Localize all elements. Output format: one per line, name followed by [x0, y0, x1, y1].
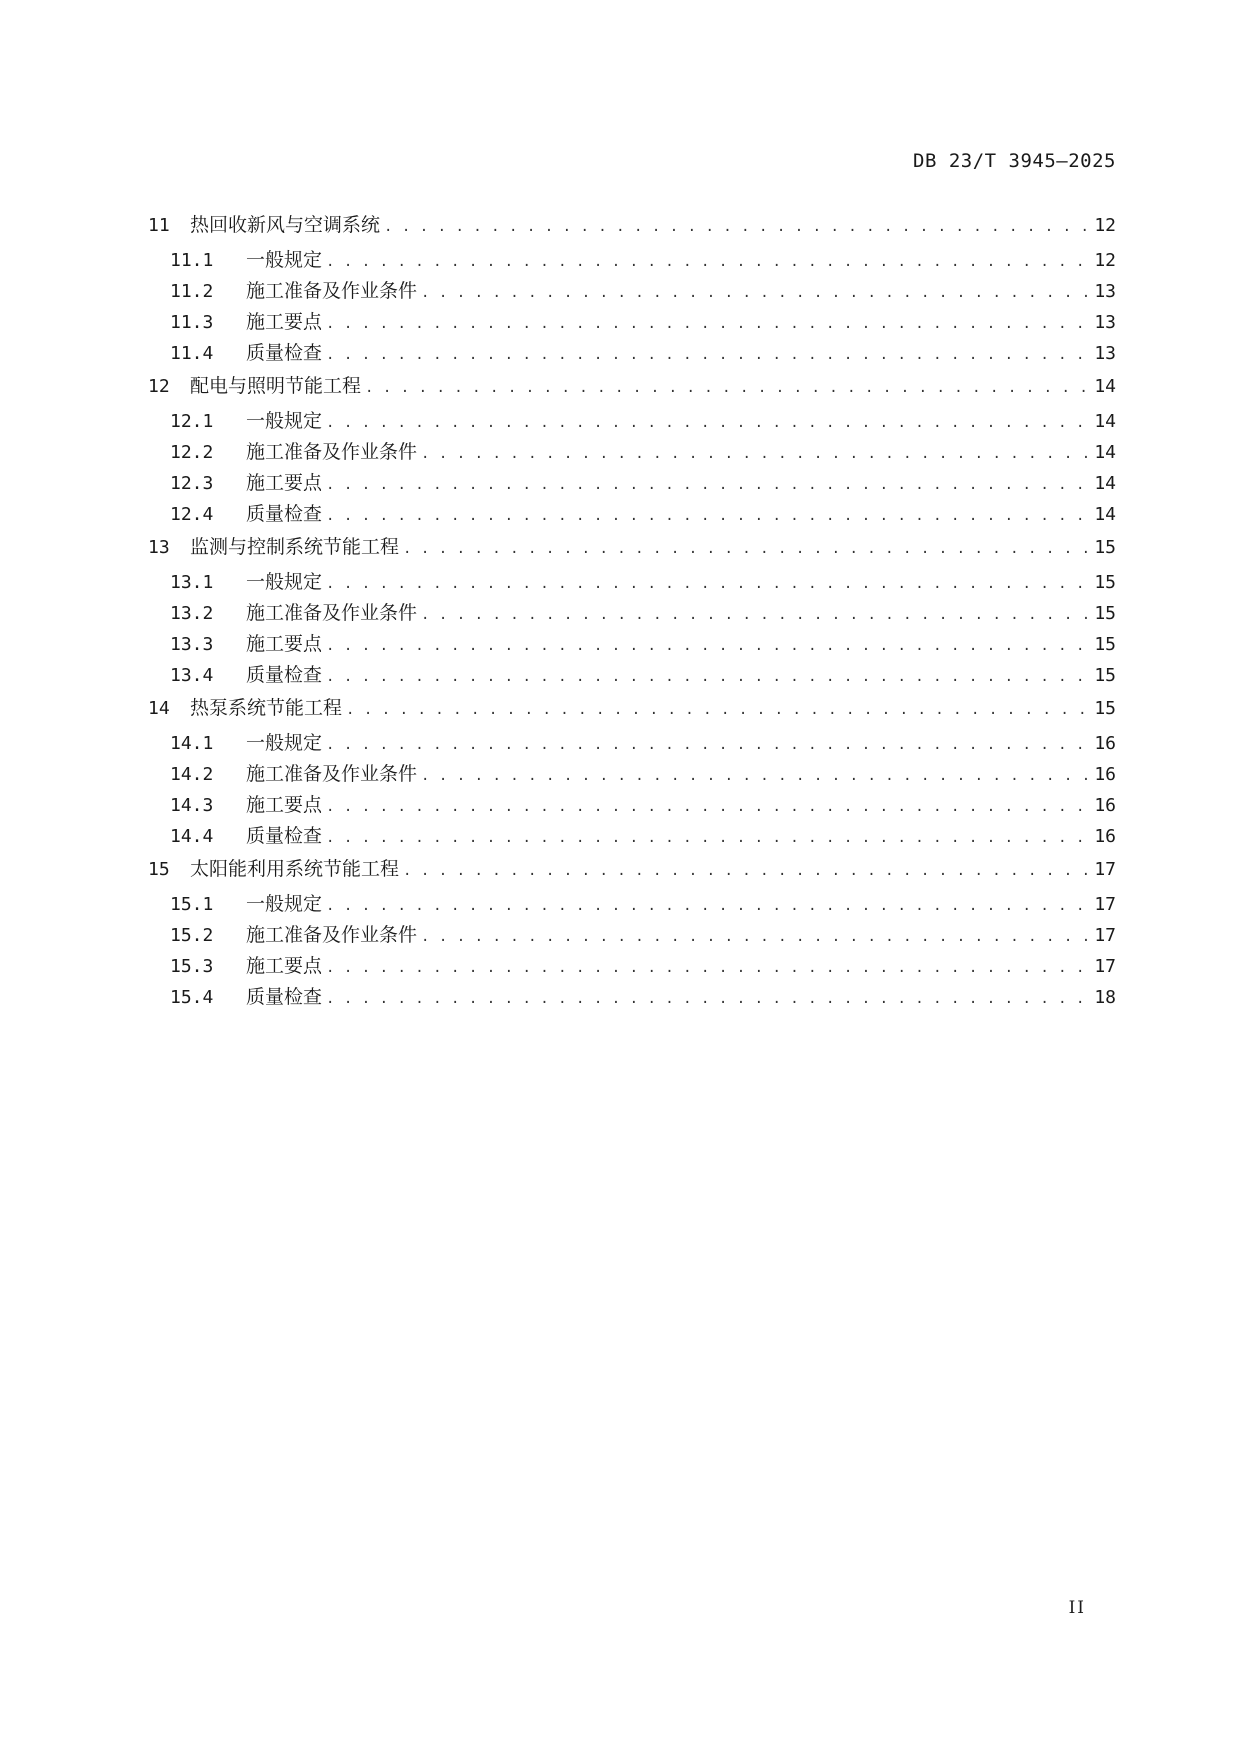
toc-entry-title: 一般规定 — [246, 893, 323, 915]
toc-chapter-entry[interactable] — [148, 210, 1116, 245]
toc-section-entry[interactable] — [148, 920, 1116, 951]
toc-entry-page: 16 — [1094, 826, 1116, 847]
toc-section-entry[interactable] — [148, 759, 1116, 790]
toc-dot-leader — [326, 508, 1088, 524]
toc-dot-leader — [421, 929, 1088, 945]
toc-entry-page: 17 — [1094, 956, 1116, 977]
toc-dot-leader — [421, 285, 1088, 301]
toc-entry-number: 13 — [148, 537, 170, 558]
toc-entry-title: 施工要点 — [246, 472, 323, 494]
toc-entry-title: 质量检查 — [246, 825, 323, 847]
toc-entry-number: 12.4 — [170, 504, 214, 525]
toc-section-entry[interactable] — [148, 276, 1116, 307]
toc-entry-number: 14.3 — [170, 795, 214, 816]
toc-dot-leader — [326, 799, 1088, 815]
toc-entry-page: 14 — [1094, 411, 1116, 432]
toc-entry-title: 质量检查 — [246, 503, 323, 525]
toc-entry-page: 16 — [1094, 795, 1116, 816]
toc-entry-title: 施工要点 — [246, 633, 323, 655]
toc-entry-title: 一般规定 — [246, 571, 323, 593]
toc-dot-leader — [421, 446, 1088, 462]
toc-dot-leader — [403, 541, 1088, 557]
page-number: II — [1068, 1598, 1086, 1618]
toc-entry-page: 14 — [1094, 376, 1116, 397]
toc-entry-page: 15 — [1094, 698, 1116, 719]
toc-entry-number: 15.4 — [170, 987, 214, 1008]
toc-dot-leader — [326, 477, 1088, 493]
toc-entry-page: 15 — [1094, 537, 1116, 558]
toc-entry-number: 14.1 — [170, 733, 214, 754]
toc-entry-number: 13.3 — [170, 634, 214, 655]
toc-entry-number: 12.2 — [170, 442, 214, 463]
toc-section-entry[interactable] — [148, 437, 1116, 468]
toc-section-entry[interactable] — [148, 567, 1116, 598]
toc-entry-page: 15 — [1094, 603, 1116, 624]
toc-entry-page: 17 — [1094, 859, 1116, 880]
toc-entry-page: 13 — [1094, 343, 1116, 364]
toc-entry-title: 一般规定 — [246, 410, 323, 432]
toc-entry-number: 13.2 — [170, 603, 214, 624]
toc-dot-leader — [326, 415, 1088, 431]
toc-entry-page: 18 — [1094, 987, 1116, 1008]
toc-chapter-entry[interactable] — [148, 532, 1116, 567]
toc-entry-page: 16 — [1094, 733, 1116, 754]
toc-entry-title: 监测与控制系统节能工程 — [190, 536, 400, 558]
toc-entry-title: 质量检查 — [246, 664, 323, 686]
toc-entry-number: 14 — [148, 698, 170, 719]
toc-dot-leader — [326, 669, 1088, 685]
toc-dot-leader — [326, 898, 1088, 914]
toc-entry-title: 施工准备及作业条件 — [246, 280, 418, 302]
toc-section-entry[interactable] — [148, 951, 1116, 982]
toc-entry-number: 12.3 — [170, 473, 214, 494]
toc-entry-title: 太阳能利用系统节能工程 — [190, 858, 400, 880]
toc-dot-leader — [326, 991, 1088, 1007]
toc-entry-page: 13 — [1094, 281, 1116, 302]
toc-entry-title: 质量检查 — [246, 986, 323, 1008]
toc-entry-title: 施工要点 — [246, 794, 323, 816]
toc-entry-title: 施工准备及作业条件 — [246, 441, 418, 463]
toc-section-entry[interactable] — [148, 821, 1116, 852]
toc-section-entry[interactable] — [148, 728, 1116, 759]
toc-section-entry[interactable] — [148, 660, 1116, 691]
toc-entry-page: 16 — [1094, 764, 1116, 785]
toc-entry-page: 14 — [1094, 473, 1116, 494]
toc-entry-page: 12 — [1094, 215, 1116, 236]
toc-section-entry[interactable] — [148, 307, 1116, 338]
toc-dot-leader — [403, 863, 1088, 879]
toc-entry-number: 15 — [148, 859, 170, 880]
toc-section-entry[interactable] — [148, 499, 1116, 530]
toc-section-entry[interactable] — [148, 468, 1116, 499]
toc-section-entry[interactable] — [148, 338, 1116, 369]
toc-section-entry[interactable] — [148, 790, 1116, 821]
toc-dot-leader — [421, 768, 1088, 784]
toc-entry-page: 15 — [1094, 665, 1116, 686]
toc-entry-number: 11.1 — [170, 250, 214, 271]
toc-dot-leader — [326, 638, 1088, 654]
toc-dot-leader — [326, 347, 1088, 363]
toc-entry-page: 15 — [1094, 572, 1116, 593]
toc-entry-title: 一般规定 — [246, 732, 323, 754]
toc-entry-title: 施工要点 — [246, 311, 323, 333]
toc-section-entry[interactable] — [148, 629, 1116, 660]
toc-entry-number: 11.3 — [170, 312, 214, 333]
toc-entry-number: 14.4 — [170, 826, 214, 847]
toc-chapter-entry[interactable] — [148, 854, 1116, 889]
toc-entry-page: 17 — [1094, 894, 1116, 915]
toc-chapter-entry[interactable] — [148, 371, 1116, 406]
toc-section-entry[interactable] — [148, 889, 1116, 920]
toc-entry-page: 12 — [1094, 250, 1116, 271]
toc-section-entry[interactable] — [148, 406, 1116, 437]
toc-entry-title: 施工要点 — [246, 955, 323, 977]
toc-dot-leader — [326, 737, 1088, 753]
toc-dot-leader — [326, 254, 1088, 270]
toc-entry-number: 11.2 — [170, 281, 214, 302]
toc-entry-title: 施工准备及作业条件 — [246, 602, 418, 624]
toc-entry-number: 11.4 — [170, 343, 214, 364]
toc-entry-number: 11 — [148, 215, 170, 236]
toc-entry-page: 15 — [1094, 634, 1116, 655]
toc-entry-title: 质量检查 — [246, 342, 323, 364]
toc-entry-number: 15.3 — [170, 956, 214, 977]
toc-section-entry[interactable] — [148, 982, 1116, 1013]
toc-dot-leader — [384, 219, 1088, 235]
toc-dot-leader — [421, 607, 1088, 623]
toc-entry-number: 14.2 — [170, 764, 214, 785]
toc-entry-title: 热回收新风与空调系统 — [190, 214, 381, 236]
toc-dot-leader — [326, 960, 1088, 976]
toc-dot-leader — [326, 576, 1088, 592]
toc-section-entry[interactable] — [148, 245, 1116, 276]
toc-dot-leader — [326, 316, 1088, 332]
table-of-contents — [148, 210, 1116, 1013]
toc-entry-number: 12 — [148, 376, 170, 397]
toc-dot-leader — [346, 702, 1088, 718]
toc-entry-title: 施工准备及作业条件 — [246, 763, 418, 785]
toc-entry-title: 配电与照明节能工程 — [190, 375, 362, 397]
toc-entry-number: 13.1 — [170, 572, 214, 593]
toc-section-entry[interactable] — [148, 598, 1116, 629]
toc-entry-page: 13 — [1094, 312, 1116, 333]
toc-entry-page: 17 — [1094, 925, 1116, 946]
toc-dot-leader — [326, 830, 1088, 846]
toc-entry-page: 14 — [1094, 504, 1116, 525]
document-code: DB 23/T 3945—2025 — [913, 150, 1116, 172]
toc-dot-leader — [365, 380, 1088, 396]
toc-entry-number: 15.2 — [170, 925, 214, 946]
toc-entry-title: 一般规定 — [246, 249, 323, 271]
toc-entry-title: 热泵系统节能工程 — [190, 697, 343, 719]
toc-entry-number: 12.1 — [170, 411, 214, 432]
toc-entry-title: 施工准备及作业条件 — [246, 924, 418, 946]
toc-entry-page: 14 — [1094, 442, 1116, 463]
toc-entry-number: 13.4 — [170, 665, 214, 686]
toc-chapter-entry[interactable] — [148, 693, 1116, 728]
toc-entry-number: 15.1 — [170, 894, 214, 915]
